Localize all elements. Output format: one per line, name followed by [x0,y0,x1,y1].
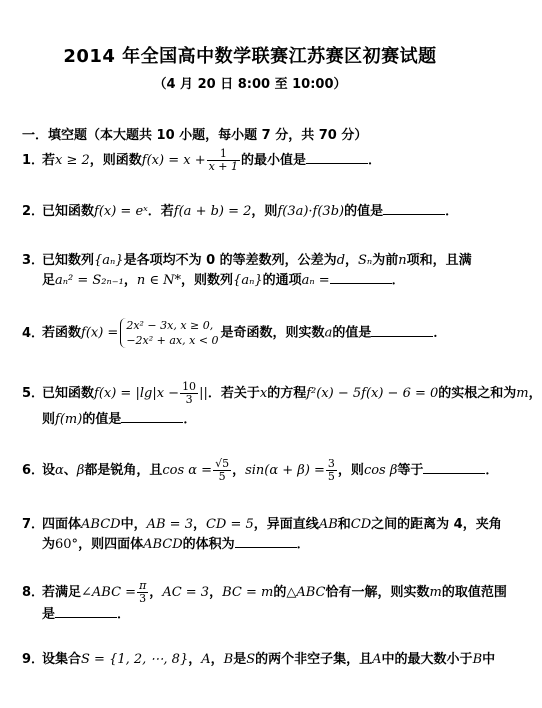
exam-title: 2014 年全国高中数学联赛江苏赛区初赛试题 [63,46,437,67]
piecewise-cases: 2x² − 3x, x ≥ 0, −2x² + ax, x < 0 [120,318,218,348]
answer-blank[interactable] [423,461,485,474]
question-9: 9．设集合S = {1, 2, ⋯, 8}，A，B是S的两个非空子集，且A中的最大数小于B中 [22,652,496,667]
question-5: 5．已知函数f(x) = |lg|x − $\frac{10}{3}$ ||．若关于x的方程f²(x) − 5f(x) − 6 = 0的实根之和为m， 则f(m)的值是 ． [22,380,542,427]
question-7: 7．四面体ABCD中，AB = 3，CD = 5，异面直线AB和CD之间的距离为 4，夹角 为60°，则四面体ABCD的体积为 ． [22,517,502,552]
question-4: 4．若函数f(x) = 2x² − 3x, x ≥ 0, −2x² + ax, x < 0 是奇函数，则实数a的值是 ． [22,319,447,347]
fraction: $\frac{1}{x + 1}$ [208,147,239,173]
answer-blank[interactable] [330,271,392,284]
question-1: 1．若x ≥ 2，则函数f(x) = x + $\frac{1}{x + 1}$ 的最小值是 ． [22,147,382,173]
question-3: 3．已知数列{aₙ}是各项均不为 0 的等差数列，公差为d，Sₙ为前n项和，且满 足aₙ² = S₂ₙ₋₁，n ∈ N*，则数列{aₙ}的通项aₙ = ． [22,253,472,288]
answer-blank[interactable] [383,202,445,215]
question-2: 2．已知函数f(x) = eˣ．若f(a + b) = 2，则f(3a)·f(3b)的值是 ． [22,204,459,219]
section-heading: 一．填空题（本大题共 10 小题，每小题 7 分，共 70 分） [22,128,368,143]
answer-blank[interactable] [235,535,297,548]
question-8: 8．若满足∠ABC = $\frac{\pi}{3}$ ，AC = 3，BC = m的△ABC恰有一解，则实数m的取值范围 是 ． [22,579,507,622]
answer-blank[interactable] [55,605,117,618]
answer-blank[interactable] [371,324,433,337]
exam-time: （4 月 20 日 8:00 至 10:00） [153,77,347,92]
question-6: 6．设α、β都是锐角，且cos α = $\frac{√5}{5}$ ，sin(α + β) = $\frac{3}{5}$ ，则cos β等于 ． [22,457,499,483]
answer-blank[interactable] [121,410,183,423]
answer-blank[interactable] [306,151,368,164]
